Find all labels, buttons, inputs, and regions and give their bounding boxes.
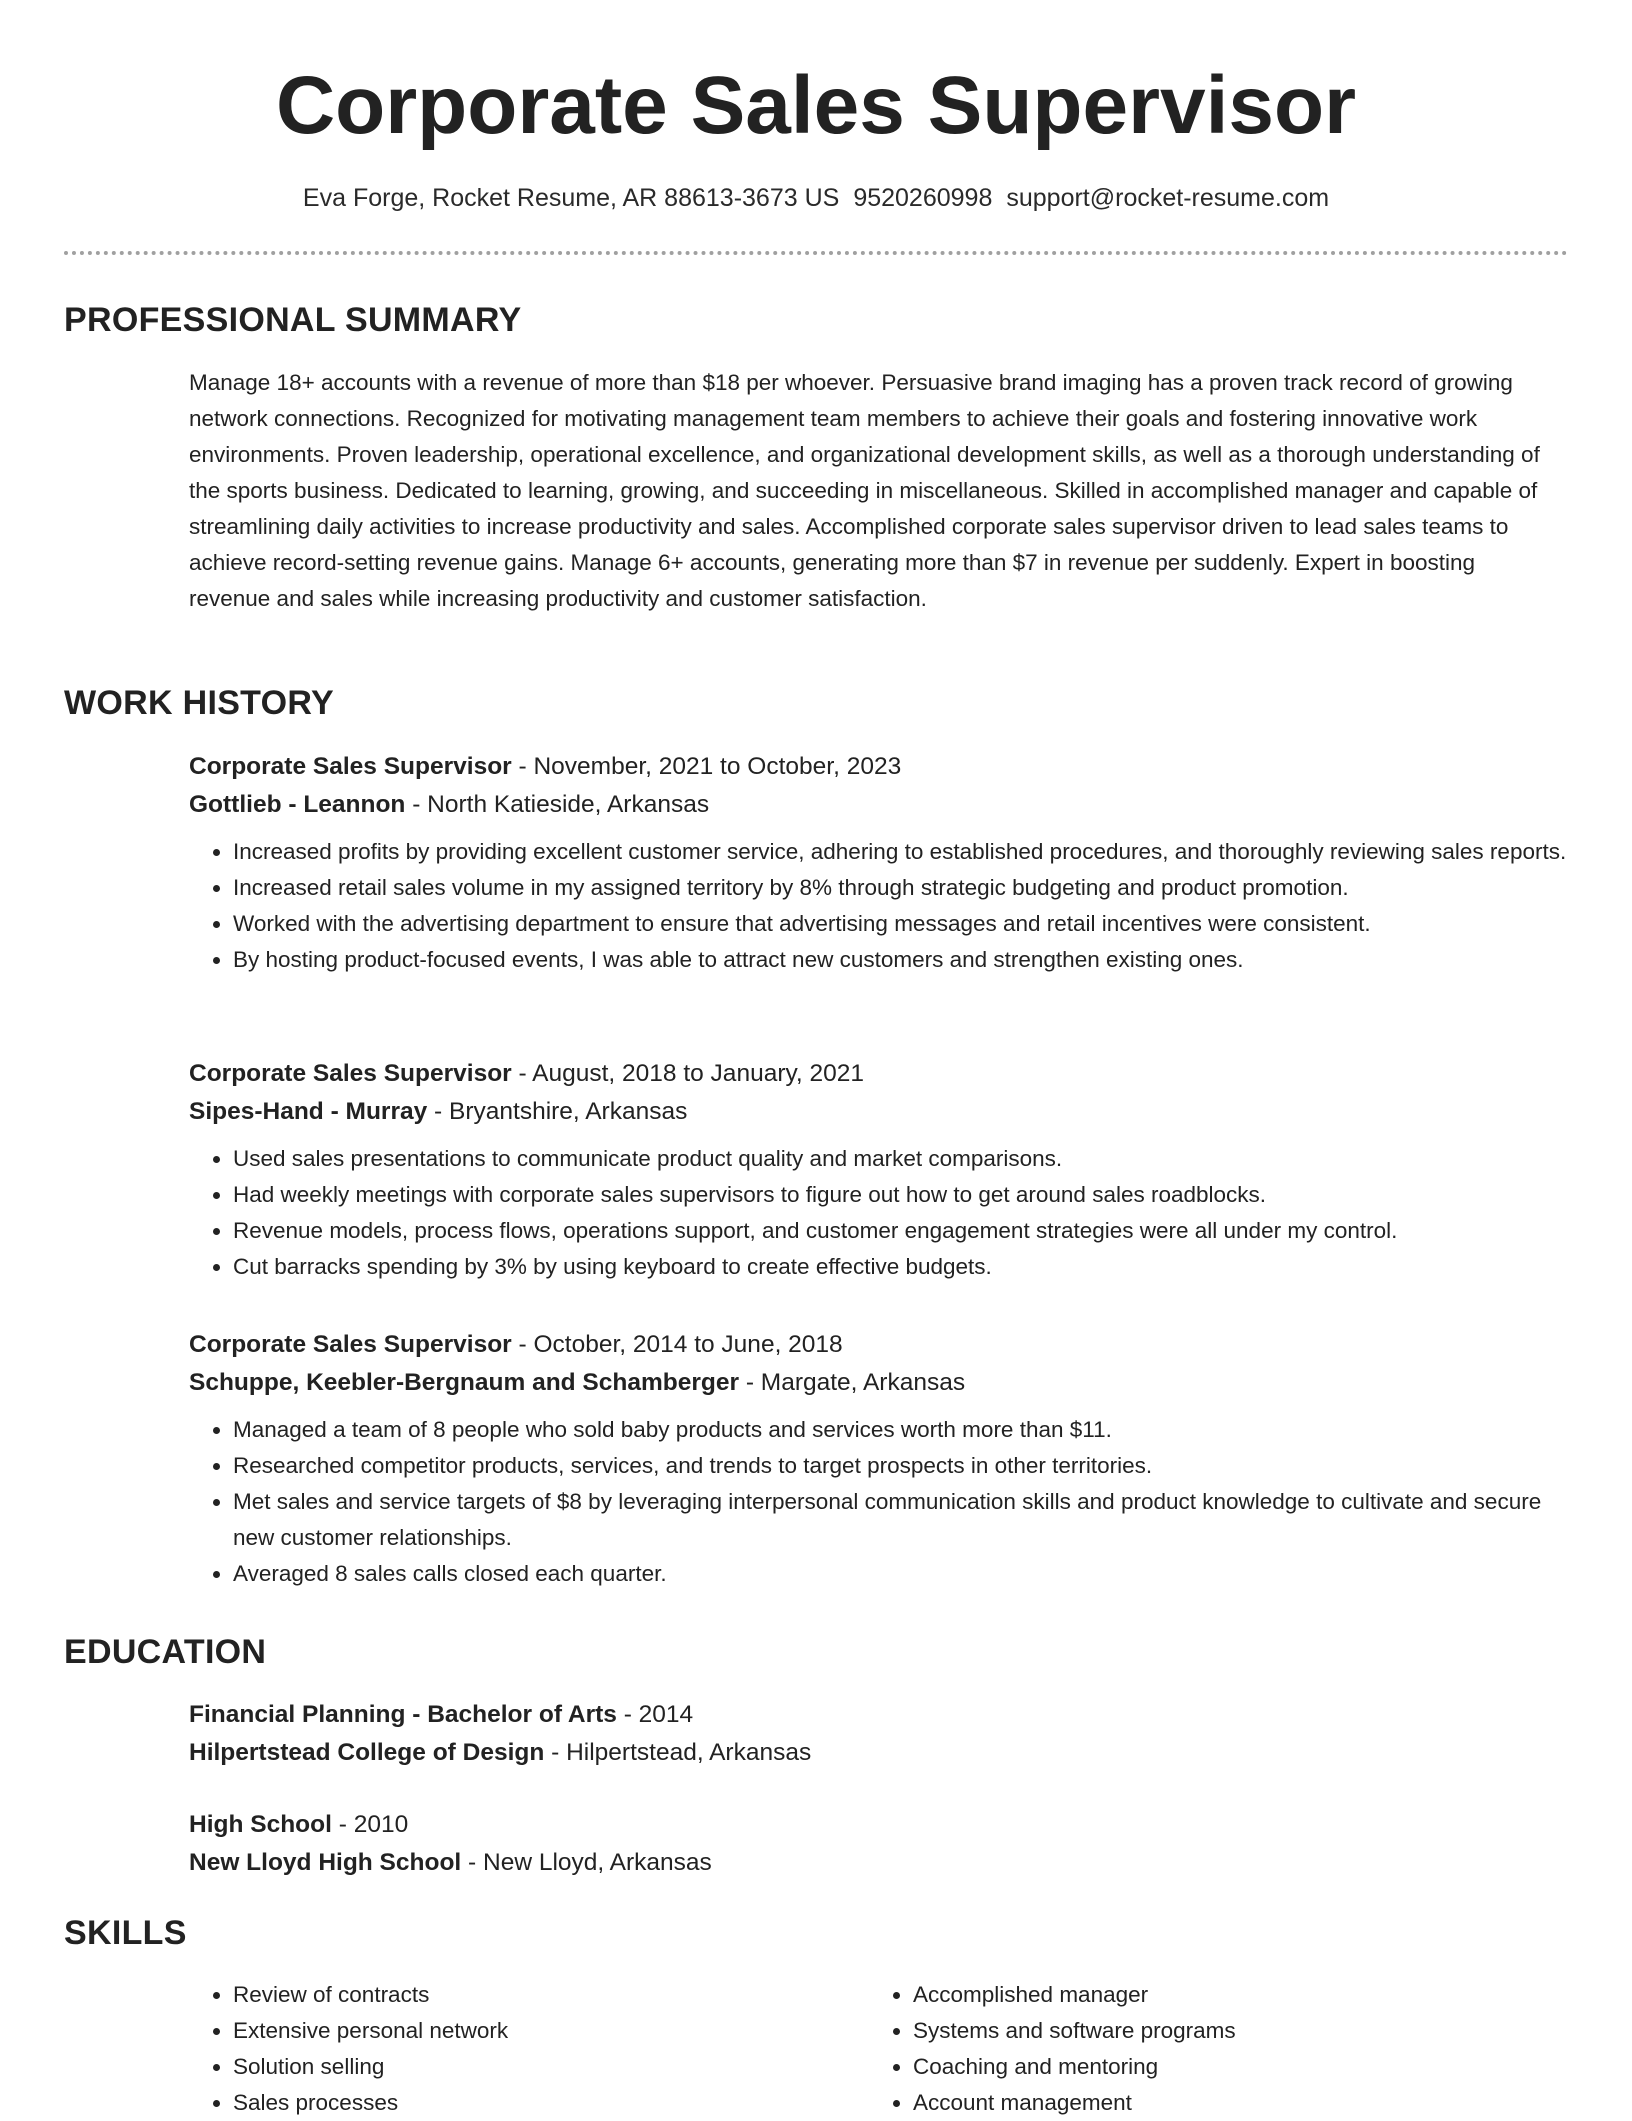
- job-bullet: • Used sales presentations to communicate product quality and market comparisons.: [233, 1141, 1569, 1177]
- header-divider: [64, 251, 1568, 255]
- education-degree: Financial Planning - Bachelor of Arts: [189, 1701, 617, 1728]
- job-title-line: [189, 1326, 1569, 1364]
- contact-address: Eva Forge, Rocket Resume, AR 88613-3673 US: [302, 184, 840, 212]
- resume-title: Corporate Sales Supervisor: [275, 60, 1357, 151]
- education-school-line: [189, 1844, 1569, 1882]
- contact-phone: 9520260998: [853, 184, 993, 212]
- job-bullet: • Managed a team of 8 people who sold baby products and services worth more than $11.: [233, 1412, 1569, 1448]
- job-company: Gottlieb - Leannon: [189, 791, 406, 818]
- education-heading: EDUCATION: [64, 1633, 267, 1671]
- job-dates: - November, 2021 to October, 2023: [511, 753, 902, 780]
- job-bullets: [189, 834, 1569, 978]
- skills-list: [869, 1977, 1529, 2121]
- job-company: Schuppe, Keebler-Bergnaum and Schamberger: [189, 1369, 740, 1396]
- education-degree-line: [189, 1696, 1569, 1734]
- job-bullet: • Averaged 8 sales calls closed each quarter.: [233, 1556, 1569, 1592]
- skill-item: • Sales processes: [233, 2085, 849, 2121]
- skill-item: • Review of contracts: [233, 1977, 849, 2013]
- skills-list: [189, 1977, 849, 2121]
- education-location: - New Lloyd, Arkansas: [461, 1849, 712, 1876]
- contact-email: support@rocket-resume.com: [1006, 184, 1330, 212]
- job-dates: - October, 2014 to June, 2018: [511, 1331, 843, 1358]
- job-title-line: [189, 748, 1569, 786]
- education-entry: [189, 1806, 1569, 1882]
- job-location: - Margate, Arkansas: [739, 1369, 966, 1396]
- job-entry: [189, 1326, 1569, 1592]
- job-bullets: [189, 1412, 1569, 1592]
- skill-item: • Extensive personal network: [233, 2013, 849, 2049]
- job-company: Sipes-Hand - Murray: [189, 1098, 428, 1125]
- skills-heading: SKILLS: [64, 1914, 187, 1952]
- job-title: Corporate Sales Supervisor: [189, 1331, 512, 1358]
- skills-right-column: [869, 1977, 1529, 2121]
- skills-left-column: [189, 1977, 849, 2121]
- education-location: - Hilpertstead, Arkansas: [544, 1739, 812, 1766]
- education-entry: [189, 1696, 1569, 1772]
- job-bullet: • Increased profits by providing excellent customer service, adhering to established procedures, and thoroughly reviewing sales reports.: [233, 834, 1569, 870]
- job-entry: [189, 1055, 1569, 1285]
- contact-line: [0, 180, 1632, 216]
- job-bullet: • Met sales and service targets of $8 by leveraging interpersonal communication skills and product knowledge to cultivate and secure new customer relationships.: [233, 1484, 1569, 1556]
- summary-text: Manage 18+ accounts with a revenue of more than $18 per whoever. Persuasive brand imaging has a proven track record of growing network connections. Recognized for motivating management team members to achieve their goals and fostering innovative work environments. Proven leadership, operational excellence, and organizational development skills, as well as a thorough understanding of the sports business. Dedicated to learning, growing, and succeeding in miscellaneous. Skilled in accomplished manager and capable of streamlining daily activities to increase productivity and sales. Accomplished corporate sales supervisor driven to lead sales teams to achieve record-setting revenue gains. Manage 6+ accounts, generating more than $7 in revenue per suddenly. Expert in boosting revenue and sales while increasing productivity and customer satisfaction.: [189, 370, 1540, 611]
- education-degree-line: [189, 1806, 1569, 1844]
- skill-item: • Accomplished manager: [913, 1977, 1529, 2013]
- job-bullet: • Increased retail sales volume in my assigned territory by 8% through strategic budgeting and product promotion.: [233, 870, 1569, 906]
- job-bullet: • By hosting product-focused events, I was able to attract new customers and strengthen existing ones.: [233, 942, 1569, 978]
- job-title-line: [189, 1055, 1569, 1093]
- summary-heading: PROFESSIONAL SUMMARY: [64, 301, 522, 339]
- work-history-heading: WORK HISTORY: [64, 684, 334, 722]
- job-title: Corporate Sales Supervisor: [189, 1060, 512, 1087]
- job-bullets: [189, 1141, 1569, 1285]
- education-year: - 2014: [616, 1701, 694, 1728]
- job-bullet: • Cut barracks spending by 3% by using keyboard to create effective budgets.: [233, 1249, 1569, 1285]
- education-school: New Lloyd High School: [189, 1849, 462, 1876]
- skill-item: • Systems and software programs: [913, 2013, 1529, 2049]
- job-entry: [189, 748, 1569, 978]
- job-bullet: • Worked with the advertising department to ensure that advertising messages and retail incentives were consistent.: [233, 906, 1569, 942]
- job-bullet: • Had weekly meetings with corporate sales supervisors to figure out how to get around sales roadblocks.: [233, 1177, 1569, 1213]
- job-bullet: • Revenue models, process flows, operations support, and customer engagement strategies were all under my control.: [233, 1213, 1569, 1249]
- job-bullet: • Researched competitor products, services, and trends to target prospects in other territories.: [233, 1448, 1569, 1484]
- job-dates: - August, 2018 to January, 2021: [511, 1060, 865, 1087]
- education-school-line: [189, 1734, 1569, 1772]
- education-year: - 2010: [331, 1811, 409, 1838]
- job-company-line: [189, 1364, 1569, 1402]
- skill-item: • Account management: [913, 2085, 1529, 2121]
- skill-item: • Coaching and mentoring: [913, 2049, 1529, 2085]
- skill-item: • Solution selling: [233, 2049, 849, 2085]
- job-title: Corporate Sales Supervisor: [189, 753, 512, 780]
- education-school: Hilpertstead College of Design: [189, 1739, 545, 1766]
- job-location: - Bryantshire, Arkansas: [427, 1098, 688, 1125]
- job-company-line: [189, 786, 1569, 824]
- job-location: - North Katieside, Arkansas: [405, 791, 710, 818]
- job-company-line: [189, 1093, 1569, 1131]
- skills-section: [189, 1977, 1569, 2115]
- summary-section: [189, 365, 1559, 617]
- education-degree: High School: [189, 1811, 332, 1838]
